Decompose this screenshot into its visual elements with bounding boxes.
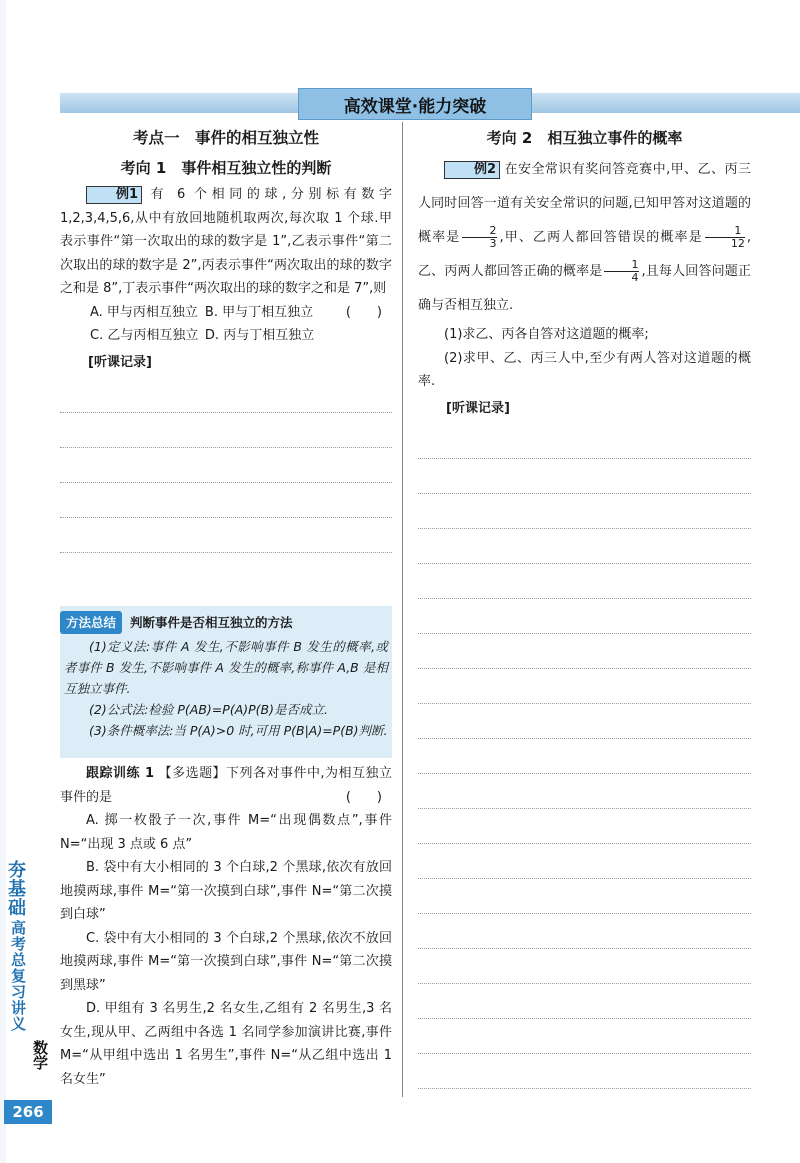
practice-option-a: A. 掷一枚骰子一次,事件 M=“出现偶数点”,事件 N=“出现 3 点或 6 点”: [60, 813, 392, 852]
question-2: (2)求甲、乙、丙三人中,至少有两人答对这道题的概率.: [418, 350, 751, 389]
column-divider: [402, 122, 403, 1097]
option-b: B. 甲与丁相互独立: [204, 304, 314, 320]
side-subject: 数学: [31, 1040, 49, 1070]
fraction-denominator: 4: [631, 271, 639, 284]
fraction-denominator: 3: [489, 237, 497, 250]
side-series: 高考总复习讲义: [9, 920, 27, 1032]
note-line: [418, 739, 751, 774]
note-line: [60, 483, 392, 518]
practice-stem: [60, 762, 392, 809]
example-2-text-c: ,乙、丙两人都回答正确的概率是: [418, 230, 751, 279]
note-line: [418, 1054, 751, 1089]
notes-label-right: [听课记录]: [446, 400, 510, 416]
option-a: A. 甲与丙相互独立: [90, 304, 198, 320]
example-2: [418, 153, 751, 323]
notes-label: [听课记录]: [88, 354, 152, 370]
page-number: [4, 1100, 52, 1124]
question-1: (1)求乙、丙各自答对这道题的概率;: [444, 327, 649, 342]
practice-paren: ( ): [345, 789, 382, 805]
direction-2-heading: 考向 2 相互独立事件的概率: [486, 129, 683, 147]
note-line: [418, 599, 751, 634]
fraction-one-twelfth: [705, 225, 745, 250]
note-line: [418, 1019, 751, 1054]
fraction-one-quarter: [604, 259, 639, 284]
example-1-text: 有 6 个相同的球,分别标有数字 1,2,3,4,5,6,从中有放回地随机取两次,每次取 1 个球.甲表示事件“第一次取出的球的数字是 1”,乙表示事件“第二次取出的球的数字是 2”,丙表示事件“两次取出的球的数字之和是 8”,丁表示事件“两次取出的球的数字之和是 7”,则: [60, 187, 392, 296]
note-line: [418, 774, 751, 809]
note-line: [418, 879, 751, 914]
left-column: [60, 123, 392, 553]
fraction-two-thirds: [462, 225, 497, 250]
note-line: [418, 529, 751, 564]
method-summary-body: [60, 634, 392, 741]
example-1-tag: 例1: [86, 186, 142, 204]
note-line: [418, 669, 751, 704]
option-c: C. 乙与丙相互独立: [90, 328, 199, 343]
practice-section: [60, 762, 392, 1091]
answer-paren: ( ): [345, 304, 382, 320]
notes-lines: [60, 378, 392, 553]
side-brand: 夯基础: [5, 860, 26, 917]
note-line: [418, 949, 751, 984]
practice-tag: 跟踪训练 1: [86, 766, 154, 781]
option-d: D. 丙与丁相互独立: [204, 328, 315, 343]
right-column: [418, 123, 751, 1089]
method-summary-title: 判断事件是否相互独立的方法: [130, 614, 293, 630]
method-summary-box: [60, 606, 392, 758]
note-line: [60, 413, 392, 448]
note-line: [418, 914, 751, 949]
note-line: [418, 634, 751, 669]
method-summary-header: [60, 610, 392, 634]
note-line: [418, 809, 751, 844]
topic-heading: 考点一 事件的相互独立性: [132, 129, 319, 147]
practice-stem-text: 下列各对事件中,为相互独立事件的是: [60, 766, 392, 805]
fraction-numerator: 1: [705, 225, 745, 238]
fraction-denominator: 12: [730, 237, 745, 250]
example-2-tag: 例2: [444, 161, 500, 179]
note-line: [418, 704, 751, 739]
note-line: [418, 494, 751, 529]
method-point-2: (2)公式法:检验 P(AB)=P(A)P(B)是否成立.: [89, 702, 328, 717]
note-line: [60, 448, 392, 483]
note-line: [60, 518, 392, 553]
practice-option-b: B. 袋中有大小相同的 3 个白球,2 个黑球,依次有放回地摸两球,事件 M=“第一次摸到白球”,事件 N=“第二次摸到白球”: [60, 860, 392, 922]
example-2-text-b: ,甲、乙两人都回答错误的概率是: [499, 230, 703, 245]
direction-1-heading: 考向 1 事件相互独立性的判断: [120, 159, 332, 177]
example-1-options: [60, 301, 320, 348]
example-2-text-a: 在安全常识有奖问答竞赛中,甲、乙、丙三人同时回答一道有关安全常识的问题,已知甲答对这道题的概率是: [418, 162, 751, 245]
practice-option-c: C. 袋中有大小相同的 3 个白球,2 个黑球,依次不放回地摸两球,事件 M=“第一次摸到白球”,事件 N=“第二次摸到黑球”: [60, 930, 392, 993]
notes-lines-right: [418, 424, 751, 1089]
method-point-3: (3)条件概率法:当 P(A)>0 时,可用 P(B|A)=P(B)判断.: [89, 723, 388, 738]
practice-type: 【多选题】: [158, 766, 227, 781]
fraction-numerator: 2: [462, 225, 497, 238]
method-summary-badge: 方法总结: [60, 611, 122, 634]
note-line: [418, 844, 751, 879]
section-header-title: 高效课堂·能力突破: [343, 96, 487, 117]
page-edge: [0, 0, 6, 1163]
method-point-1: (1)定义法:事件 A 发生,不影响事件 B 发生的概率,或者事件 B 发生,不影响事件 A 发生的概率,称事件 A,B 是相互独立事件.: [64, 639, 388, 696]
note-line: [418, 564, 751, 599]
note-line: [418, 424, 751, 459]
example-2-text-d: ,且每人回答问题正确与否相互独立.: [418, 264, 751, 313]
section-header: [298, 88, 532, 120]
note-line: [418, 459, 751, 494]
fraction-numerator: 1: [604, 259, 639, 272]
note-line: [418, 984, 751, 1019]
note-line: [60, 378, 392, 413]
page-number-text: 266: [12, 1103, 44, 1121]
practice-option-d: D. 甲组有 3 名男生,2 名女生,乙组有 2 名男生,3 名女生,现从甲、乙两组中各选 1 名同学参加演讲比赛,事件 M=“从甲组中选出 1 名男生”,事件 N=“从乙组中选出 1 名女生”: [60, 1001, 392, 1087]
